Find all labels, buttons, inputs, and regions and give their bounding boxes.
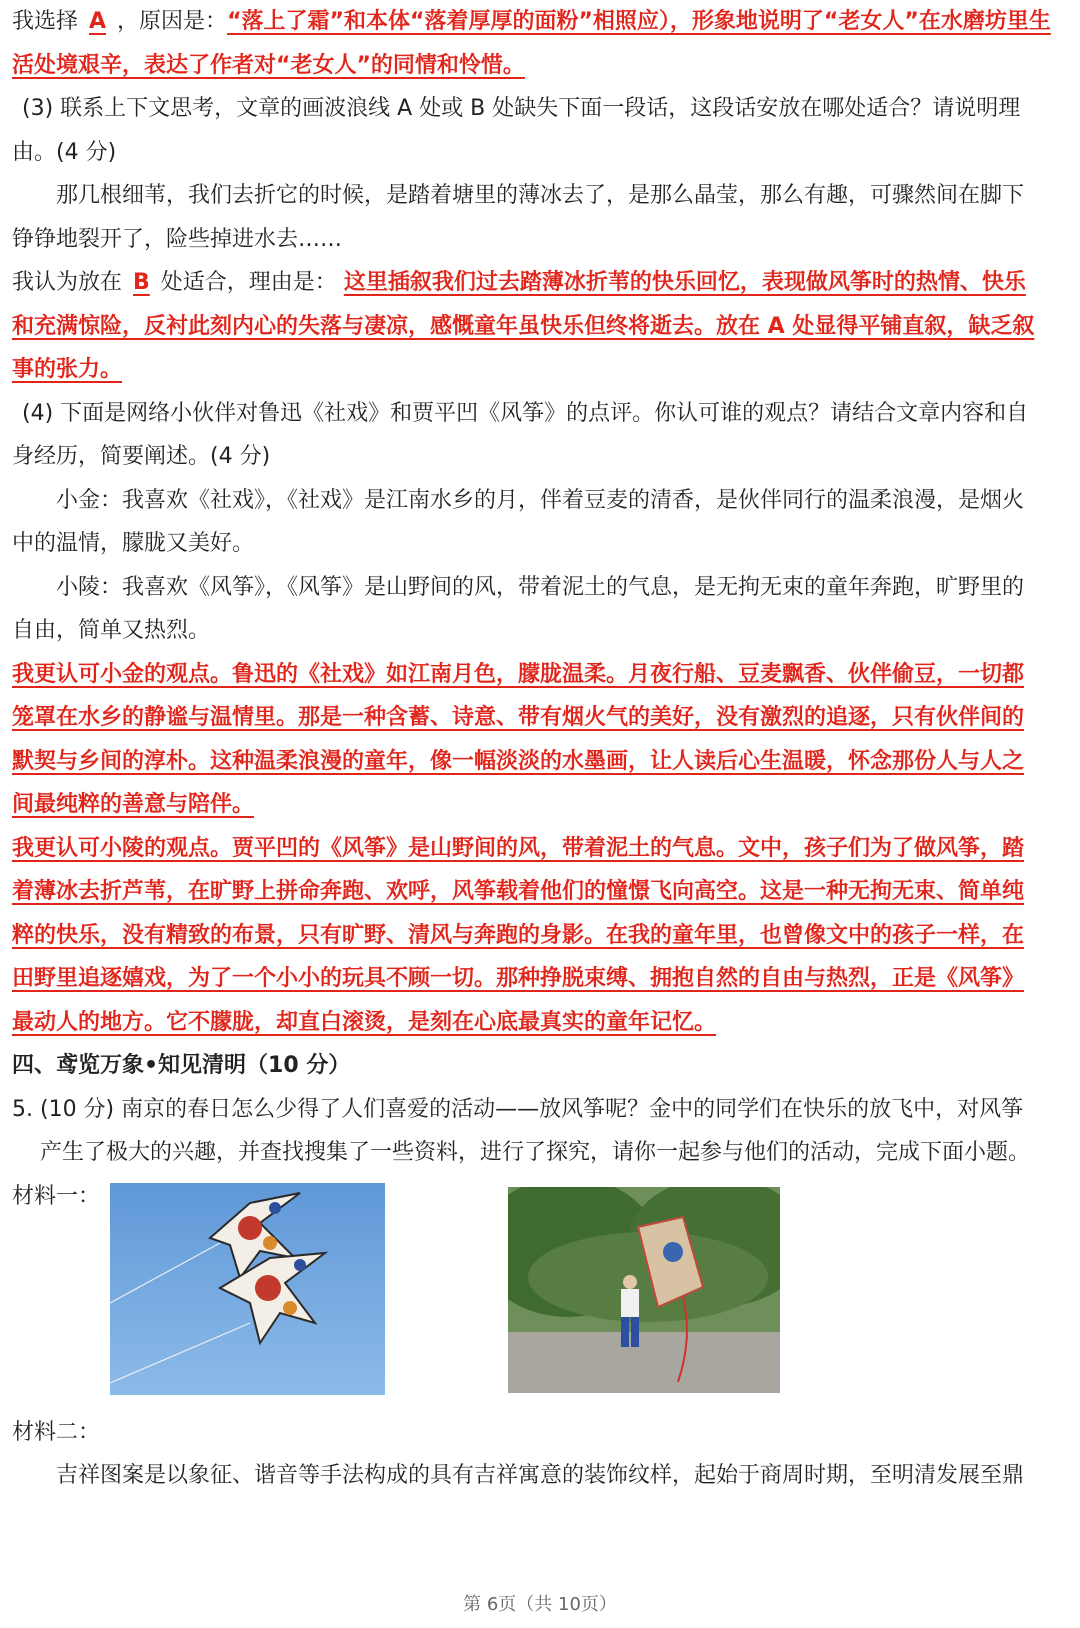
- q4-answer-a-line-4: [12, 783, 1068, 827]
- q4-xiaoling-line-1: 小陵：我喜欢《风筝》，《风筝》是山野间的风，带着泥土的气息，是无拘无束的童年奔跑，旷野里的: [56, 574, 1025, 600]
- q4-answer-a-text-4: 间最纯粹的善意与陪伴。: [12, 792, 255, 817]
- q3-answer-text-3: 事的张力。: [12, 357, 123, 382]
- q4-answer-b-text-3: 粹的快乐，没有精致的布景，只有旷野、清风与奔跑的身影。在我的童年里，也曾像文中的孩子一样，在: [12, 922, 1025, 948]
- q4-question-line-1: (4) 下面是网络小伙伴对鲁迅《社戏》和贾平凹《风筝》的点评。你认可谁的观点？请结合文章内容和自: [22, 400, 1029, 426]
- q4-xiaojin-line-2: 中的温情，朦胧又美好。: [12, 531, 255, 556]
- section-4-title: 四、鸢览万象•知见清明（10 分）: [12, 1053, 351, 1078]
- q4-answer-a-text-3: 默契与乡间的淳朴。这种温柔浪漫的童年，像一幅淡淡的水墨画，让人读后心生温暖，怀念那份人与人之: [12, 748, 1025, 774]
- q4-answer-b-line-2: [12, 870, 1068, 914]
- q4-answer-b-text-2: 着薄冰去折芦苇，在旷野上拼命奔跑、欢呼，风筝载着他们的憧憬飞向高空。这是一种无拘无束、简单纯: [12, 879, 1025, 904]
- q4-answer-b-line-1: [12, 827, 1068, 871]
- q4-answer-b-text-4: 田野里追逐嬉戏，为了一个小小的玩具不顾一切。那种挣脱束缚、拥抱自然的自由与热烈，正是《风筝》: [12, 966, 1025, 991]
- q4-answer-b-text-5: 最动人的地方。它不朦胧，却直白滚烫，是刻在心底最真实的童年记忆。: [12, 1009, 717, 1035]
- q2-answer-line-1: [12, 0, 1068, 44]
- q3-answer-text-2: 和充满惊险，反衬此刻内心的失落与凄凉，感慨童年虽快乐但终将逝去。放在 A 处显得平铺直叙，缺乏叙: [12, 313, 1035, 339]
- material-one-label: 材料一：: [12, 1183, 101, 1209]
- student-holding-kite-photo: [508, 1187, 780, 1393]
- q2-answer-middle: ，原因是：: [117, 9, 228, 34]
- q4-xiaoling-line-2: 自由，简单又热烈。: [12, 618, 211, 643]
- q4-question-line-2: 身经历，简要阐述。(4 分): [12, 444, 271, 469]
- q3-answer-prefix: 我认为放在: [12, 270, 123, 295]
- q4-answer-a-text-1: 我更认可小金的观点。鲁迅的《社戏》如江南月色，朦胧温柔。月夜行船、豆麦飘香、伙伴偷豆，一切都: [12, 661, 1025, 687]
- material-two-text: 吉祥图案是以象征、谐音等手法构成的具有吉祥寓意的装饰纹样，起始于商周时期，至明清发展至鼎: [56, 1463, 1025, 1488]
- q3-answer-text-1: 这里插叙我们过去踏薄冰折苇的快乐回忆，表现做风筝时的热情、快乐: [343, 270, 1026, 295]
- q4-xiaojin-line-1: 小金：我喜欢《社戏》，《社戏》是江南水乡的月，伴着豆麦的清香，是伙伴同行的温柔浪漫，是烟火: [56, 487, 1025, 513]
- q3-answer-line-2: [12, 305, 1068, 349]
- q3-answer-middle: 处适合，理由是：: [160, 270, 337, 295]
- q4-answer-b-line-3: [12, 914, 1068, 958]
- q2-answer-text-2: 活处境艰辛，表达了作者对“老女人”的同情和怜惜。: [12, 52, 525, 78]
- q2-answer-prefix: 我选择: [12, 9, 79, 34]
- material-one-figures: [12, 1175, 1068, 1405]
- q3-answer-line-1: [12, 261, 1068, 305]
- q2-answer-text-1: “落上了霜”和本体“落着厚厚的面粉”相照应），形象地说明了“老女人”在水磨坊里生: [227, 9, 1051, 34]
- swallow-kites-photo: [110, 1183, 385, 1395]
- q4-answer-a-line-1: [12, 653, 1068, 697]
- q3-answer-choice: B: [133, 270, 150, 295]
- q3-question-line-2: 由。(4 分): [12, 139, 117, 165]
- q4-answer-a-line-3: [12, 740, 1068, 784]
- q5-line-1: 5. (10 分) 南京的春日怎么少得了人们喜爱的活动——放风筝呢？金中的同学们在快乐的放飞中，对风筝: [12, 1096, 1024, 1122]
- document-page: [12, 0, 1068, 1498]
- q3-quote-line-1: 那几根细苇，我们去折它的时候，是踏着塘里的薄冰去了，是那么晶莹，那么有趣，可骤然间在脚下: [56, 183, 1025, 208]
- q3-question-line-1: (3) 联系上下文思考，文章的画波浪线 A 处或 B 处缺失下面一段话，这段话安放在哪处适合？请说明理: [22, 96, 1021, 121]
- q3-answer-line-3: [12, 348, 1068, 392]
- q2-answer-line-2: [12, 44, 1068, 88]
- material-two-label: 材料二：: [12, 1419, 101, 1445]
- q2-answer-choice: A: [89, 9, 107, 34]
- q4-answer-a-line-2: [12, 696, 1068, 740]
- q3-quote-line-2: 铮铮地裂开了，险些掉进水去……: [12, 226, 343, 252]
- q4-answer-a-text-2: 笼罩在水乡的静谧与温情里。那是一种含蓄、诗意、带有烟火气的美好，没有激烈的追逐，只有伙伴间的: [12, 705, 1025, 730]
- q4-answer-b-line-4: [12, 957, 1068, 1001]
- q4-answer-b-line-5: [12, 1001, 1068, 1045]
- q4-answer-b-text-1: 我更认可小陵的观点。贾平凹的《风筝》是山野间的风，带着泥土的气息。文中，孩子们为了做风筝，踏: [12, 835, 1025, 861]
- q5-line-2: 产生了极大的兴趣，并查找搜集了一些资料，进行了探究，请你一起参与他们的活动，完成下面小题。: [40, 1140, 1031, 1165]
- page-footer: 第 6页（共 10页）: [463, 1594, 617, 1615]
